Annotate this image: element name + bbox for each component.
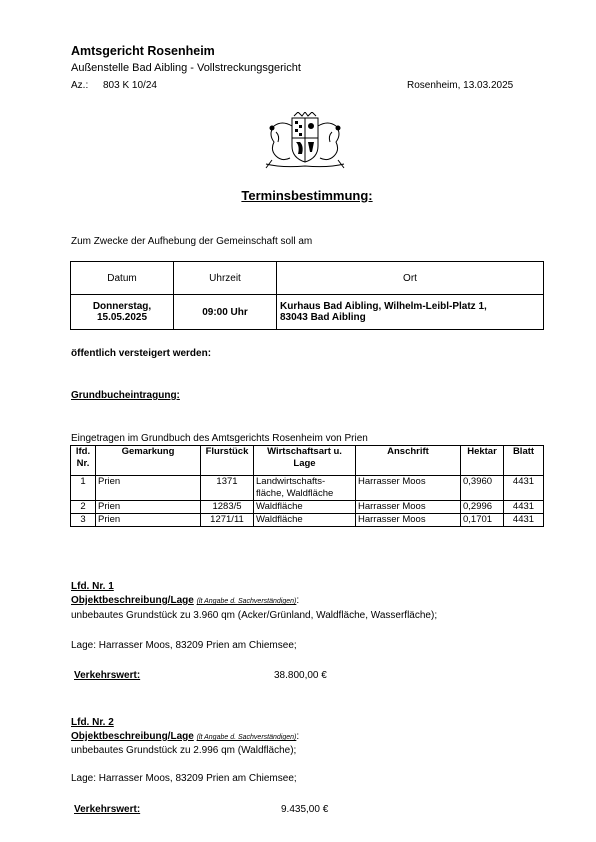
cell-anschrift: Harrasser Moos	[356, 476, 461, 501]
cell-gemarkung: Prien	[96, 514, 201, 527]
cell-wirtschaftsart: Waldfläche	[254, 514, 356, 527]
cell-wirtschaft-line2: fläche, Waldfläche	[256, 488, 334, 499]
th-wirtschaft-line2: Lage	[293, 458, 316, 469]
cell-wirtschaft-line1: Landwirtschafts-	[256, 476, 326, 487]
court-branch: Außenstelle Bad Aibling - Vollstreckungsgericht	[71, 62, 301, 74]
grundbuch-heading: Grundbucheintragung:	[71, 390, 180, 401]
item1-objekt-label: Objektbeschreibung/Lage	[71, 595, 194, 606]
grundbuch-table	[70, 445, 544, 527]
item2-verkehrswert-label: Verkehrswert:	[74, 804, 141, 815]
cell-gemarkung: Prien	[96, 476, 201, 501]
item2-verkehrswert: 9.435,00 €	[281, 804, 329, 815]
versteigert-text: öffentlich versteigert werden:	[71, 348, 212, 359]
item1-lfd: Lfd. Nr. 1	[71, 581, 114, 592]
item2-objekt-colon: :	[296, 731, 300, 742]
termin-table	[70, 261, 544, 330]
item1-verkehrswert-label: Verkehrswert:	[74, 670, 141, 681]
ort-line2: 83043 Bad Aibling	[280, 312, 366, 323]
az-value: 803 K 10/24	[103, 80, 157, 91]
th-wirtschaftsart	[254, 446, 356, 476]
cell-flurstueck: 1283/5	[201, 501, 254, 514]
th-wirtschaft-line1: Wirtschaftsart u.	[267, 446, 342, 457]
item2-beschreibung: unbebautes Grundstück zu 2.996 qm (Waldfläche);	[71, 745, 297, 756]
datum-line2: 15.05.2025	[96, 312, 148, 323]
cell-anschrift: Harrasser Moos	[356, 501, 461, 514]
th-ort: Ort	[277, 262, 544, 295]
cell-hektar: 0,1701	[461, 514, 504, 527]
table-row	[71, 501, 544, 514]
item1-objekt-note: (lt Angabe d. Sachverständigen)	[196, 598, 297, 605]
cell-anschrift: Harrasser Moos	[356, 514, 461, 527]
item1-lage: Lage: Harrasser Moos, 83209 Prien am Chiemsee;	[71, 640, 297, 651]
th-blatt: Blatt	[504, 446, 544, 476]
table-row	[71, 476, 544, 501]
td-uhrzeit: 09:00 Uhr	[174, 295, 277, 330]
item2-lfd: Lfd. Nr. 2	[71, 717, 114, 728]
cell-blatt: 4431	[504, 501, 544, 514]
td-ort	[277, 295, 544, 330]
grundbuch-header-row	[71, 446, 544, 476]
place-date: Rosenheim, 13.03.2025	[407, 80, 514, 91]
item1-beschreibung: unbebautes Grundstück zu 3.960 qm (Acker/Grünland, Waldfläche, Wasserfläche);	[71, 610, 438, 621]
cell-lfd: 1	[71, 476, 96, 501]
court-name: Amtsgericht Rosenheim	[71, 44, 215, 58]
cell-flurstueck: 1271/11	[201, 514, 254, 527]
cell-wirtschaftsart: Waldfläche	[254, 501, 356, 514]
th-lfd-line2: Nr.	[76, 458, 90, 469]
th-datum: Datum	[71, 262, 174, 295]
cell-wirtschaftsart	[254, 476, 356, 501]
grundbuch-intro: Eingetragen im Grundbuch des Amtsgerichts Rosenheim von Prien	[71, 433, 368, 444]
termin-header-row	[71, 262, 544, 295]
ort-line1: Kurhaus Bad Aibling, Wilhelm-Leibl-Platz 1,	[280, 301, 487, 312]
az-label: Az.:	[71, 80, 89, 91]
intro-text: Zum Zwecke der Aufhebung der Gemeinschaft soll am	[71, 236, 313, 247]
cell-blatt: 4431	[504, 476, 544, 501]
cell-lfd: 2	[71, 501, 96, 514]
td-datum	[71, 295, 174, 330]
cell-flurstueck: 1371	[201, 476, 254, 501]
th-anschrift: Anschrift	[356, 446, 461, 476]
cell-hektar: 0,2996	[461, 501, 504, 514]
th-gemarkung: Gemarkung	[96, 446, 201, 476]
item2-lage: Lage: Harrasser Moos, 83209 Prien am Chiemsee;	[71, 773, 297, 784]
item2-objekt-label: Objektbeschreibung/Lage	[71, 731, 194, 742]
item2-objekt-note: (lt Angabe d. Sachverständigen)	[196, 734, 297, 741]
page-title: Terminsbestimmung:	[241, 188, 373, 203]
th-uhrzeit: Uhrzeit	[174, 262, 277, 295]
item1-objekt-colon: :	[296, 595, 300, 606]
cell-gemarkung: Prien	[96, 501, 201, 514]
cell-blatt: 4431	[504, 514, 544, 527]
cell-hektar: 0,3960	[461, 476, 504, 501]
cell-lfd: 3	[71, 514, 96, 527]
termin-row	[71, 295, 544, 330]
item1-objekt-heading	[71, 595, 299, 606]
item2-objekt-heading	[71, 731, 299, 742]
datum-line1: Donnerstag,	[92, 301, 152, 312]
th-flurstueck: Flurstück	[201, 446, 254, 476]
th-lfd-line1: lfd.	[75, 446, 91, 457]
item1-verkehrswert: 38.800,00 €	[274, 670, 327, 681]
table-row	[71, 514, 544, 527]
bavarian-coat-of-arms-icon	[262, 112, 348, 170]
th-hektar: Hektar	[461, 446, 504, 476]
th-lfd	[71, 446, 96, 476]
